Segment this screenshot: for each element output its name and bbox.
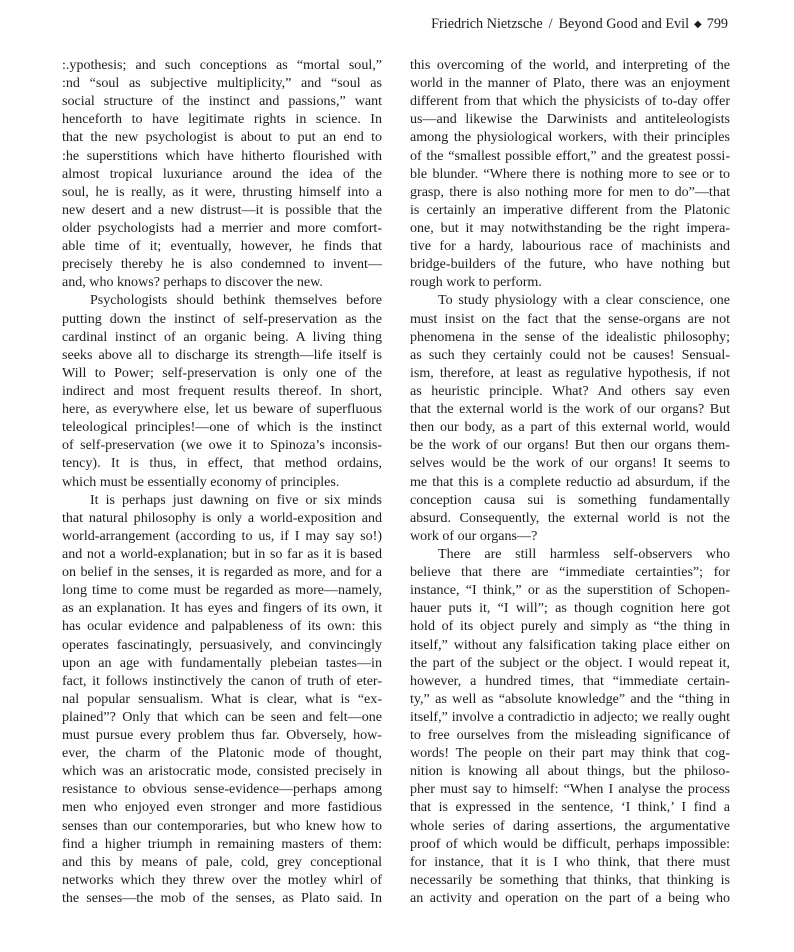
text-line: find a higher triumph in remaining masters of them:	[62, 835, 382, 852]
text-line: necessarily be something that thinks, that thinking is	[410, 871, 730, 888]
text-line: senses than our contemporaries, but who knew how to	[62, 817, 382, 834]
text-line: words! The people on their part may think that cog-	[410, 745, 730, 762]
text-line: teleological principles!—one of which is the instinct	[62, 419, 382, 436]
running-header	[431, 16, 728, 33]
text-line: precisely thereby he is also condemned to invent—	[62, 256, 382, 273]
text-line: upon an age with fundamentally plebeian tastes—in	[62, 654, 382, 671]
text-line: of self-preservation (we owe it to Spinoza’s inconsis-	[62, 437, 382, 454]
text-line: here, as everywhere else, let us beware of superfluous	[62, 401, 382, 418]
text-line: nal popular sensualism. What is clear, what is “ex-	[62, 690, 382, 707]
page-number: 799	[706, 16, 728, 32]
text-line: believe that there are “immediate certainties”; for	[410, 564, 730, 581]
text-line: long time to come must be regarded as more—namely,	[62, 582, 382, 599]
text-line: an activity and operation on the part of a being who	[410, 890, 730, 907]
text-line: to free ourselves from the misleading significance of	[410, 727, 730, 744]
text-line: and, who knows? perhaps to discover the new.	[62, 274, 323, 291]
left-text-column	[62, 56, 382, 907]
text-line: for instance, that it is I who think, that there must	[410, 853, 730, 870]
text-line: new desert and a new distrust—it is possible that the	[62, 201, 382, 218]
text-line: older psychologists had a merrier and more comfort-	[62, 219, 382, 236]
text-line: world-arrangement (according to us, if I may say so!)	[62, 527, 382, 544]
text-line: ty,” as well as “absolute knowledge” and the “thing in	[410, 690, 730, 707]
text-line: that the new psychologist is about to put an end to	[62, 129, 382, 146]
text-line: must pursue every problem thus far. Obversely, how-	[62, 727, 382, 744]
text-line: one, but it may notwithstanding be the right impera-	[410, 219, 730, 236]
text-line: indirect and most frequent results thereof. In short,	[62, 382, 382, 399]
text-line: pher must say to himself: “When I analyse the process	[410, 781, 730, 798]
text-line: this overcoming of the world, and interpreting of the	[410, 57, 730, 73]
text-line: the senses—the mob of the senses, as Plato said. In	[62, 890, 382, 907]
text-line: as heuristic principle. What? And others say even	[410, 382, 730, 399]
text-line: itself,” involve a contradictio in adjecto; we really ought	[410, 708, 730, 725]
text-line: is certainly an imperative different from the Platonic	[410, 201, 730, 218]
text-line: plained”? Only that which can be seen and felt—one	[62, 708, 382, 725]
text-line: and this by means of pale, cold, grey conceptional	[62, 853, 382, 870]
text-line: cardinal instinct of an organic being. A living thing	[62, 328, 382, 345]
text-line: ever, the charm of the Platonic mode of thought,	[62, 745, 382, 762]
text-line: Psychologists should bethink themselves before	[90, 292, 382, 309]
header-separator: /	[548, 16, 553, 32]
text-line: that natural philosophy is only a world-exposition and	[62, 509, 382, 526]
text-line: however, a hundred times, that “immediate certain-	[410, 672, 730, 689]
text-line: be the work of our organs! But then our organs them-	[410, 437, 730, 454]
text-line: able time of it; eventually, however, he finds that	[62, 238, 382, 255]
text-line: seeks above all to discharge its strength—life itself is	[62, 346, 382, 363]
text-line: resistance to obvious sense-evidence—perhaps among	[62, 781, 382, 798]
text-line: that the external world is the work of our organs? But	[410, 401, 730, 418]
text-line: proof of which would be difficult, perhaps impossible:	[410, 835, 730, 852]
text-line: :.ypothesis; and such conceptions as “mortal soul,”	[62, 57, 382, 73]
text-line: us—and likewise the Darwinists and antiteleologists	[410, 111, 730, 128]
text-line: henceforth to have legitimate rights in science. In	[62, 111, 382, 128]
text-line: among the physiological workers, with their principles	[410, 129, 730, 146]
text-line: fact, it follows instinctively the canon of truth of eter-	[62, 672, 382, 689]
text-line: of the “smallest possible effort,” and the greatest possi-	[410, 147, 730, 164]
text-line: instance, “I think,” or as the superstition of Schopen-	[410, 582, 730, 599]
text-line: bridge-builders of the future, who have nothing but	[410, 256, 730, 273]
text-line: phenomena in the sense of the idealistic philosophy;	[410, 328, 730, 345]
text-line: itself,” without any falsification taking place either on	[410, 636, 730, 653]
text-line: There are still harmless self-observers who	[438, 545, 730, 562]
text-line: To study physiology with a clear conscience, one	[438, 292, 730, 309]
text-line: Will to Power; self-preservation is only one of the	[62, 364, 382, 381]
text-line: conception causa sui is something fundamentally	[410, 491, 730, 508]
diamond-ornament-icon: ◆	[694, 19, 702, 30]
text-line: has ocular evidence and palpableness of its own: this	[62, 618, 382, 635]
text-line: social structure of the instinct and passions,” want	[62, 93, 382, 110]
text-line: and not a world-explanation; but in so far as it is based	[62, 545, 382, 562]
text-line: hauer puts it, “I will”; as though cognition here got	[410, 600, 730, 617]
text-line: on belief in the senses, it is regarded as more, and for a	[62, 564, 382, 581]
header-title: Beyond Good and Evil	[558, 16, 690, 32]
text-line: world in the manner of Plato, there was an enjoyment	[410, 75, 730, 92]
text-line: as an explanation. It has eyes and fingers of its own, it	[62, 600, 382, 617]
text-line: selves would be the work of our organs! It seems to	[410, 455, 730, 472]
text-line: ism, therefore, at least as regulative hypothesis, if not	[410, 364, 730, 381]
text-line: putting down the instinct of self-preservation as the	[62, 310, 382, 327]
text-line: me that this is a complete reductio ad absurdum, if the	[410, 473, 730, 490]
text-line: tive for a hardy, labourious race of machinists and	[410, 238, 730, 255]
text-line: the part of the subject or the object. I would repeat it,	[410, 654, 730, 671]
text-line: which must be essentially economy of principles.	[62, 473, 340, 490]
text-line: absurd. Consequently, the external world is not the	[410, 509, 730, 526]
text-line: work of our organs—?	[410, 527, 538, 544]
text-line: men who enjoyed even stronger and more fastidious	[62, 799, 382, 816]
text-line: ble blunder. “Where there is nothing more to see or to	[410, 165, 730, 182]
text-line: hold of its object purely and simply as “the thing in	[410, 618, 730, 635]
text-line: tency). It is thus, in effect, that method ordains,	[62, 455, 382, 472]
text-line: must insist on the fact that the sense-organs are not	[410, 310, 730, 327]
text-line: different from that which the physicists of to-day offer	[410, 93, 730, 110]
text-line: operates fascinatingly, persuasively, and convincingly	[62, 636, 382, 653]
text-line: :he superstitions which have hitherto flourished with	[62, 147, 382, 164]
right-text-column	[410, 56, 730, 907]
text-line: almost tropical luxuriance around the idea of the	[62, 165, 382, 182]
text-line: as such they certainly could not be causes! Sensual-	[410, 346, 730, 363]
text-line: networks which they threw over the motley whirl of	[62, 871, 382, 888]
text-line: :nd “soul as subjective multiplicity,” and “soul as	[62, 75, 382, 92]
text-line: soul, he is really, as it were, thrusting himself into a	[62, 183, 382, 200]
header-author: Friedrich Nietzsche	[431, 16, 543, 32]
text-line: grasp, there is also nothing more for men to do”—that	[410, 183, 730, 200]
text-line: It is perhaps just dawning on five or six minds	[90, 491, 382, 508]
text-line: rough work to perform.	[410, 274, 542, 291]
text-line: then our body, as a part of this external world, would	[410, 419, 730, 436]
text-line: that is expressed in the sentence, ‘I think,’ I find a	[410, 799, 730, 816]
text-line: whole series of daring assertions, the argumentative	[410, 817, 730, 834]
text-line: which was an aristocratic mode, consisted precisely in	[62, 763, 382, 780]
text-line: nition is knowing all about things, but the philoso-	[410, 763, 730, 780]
